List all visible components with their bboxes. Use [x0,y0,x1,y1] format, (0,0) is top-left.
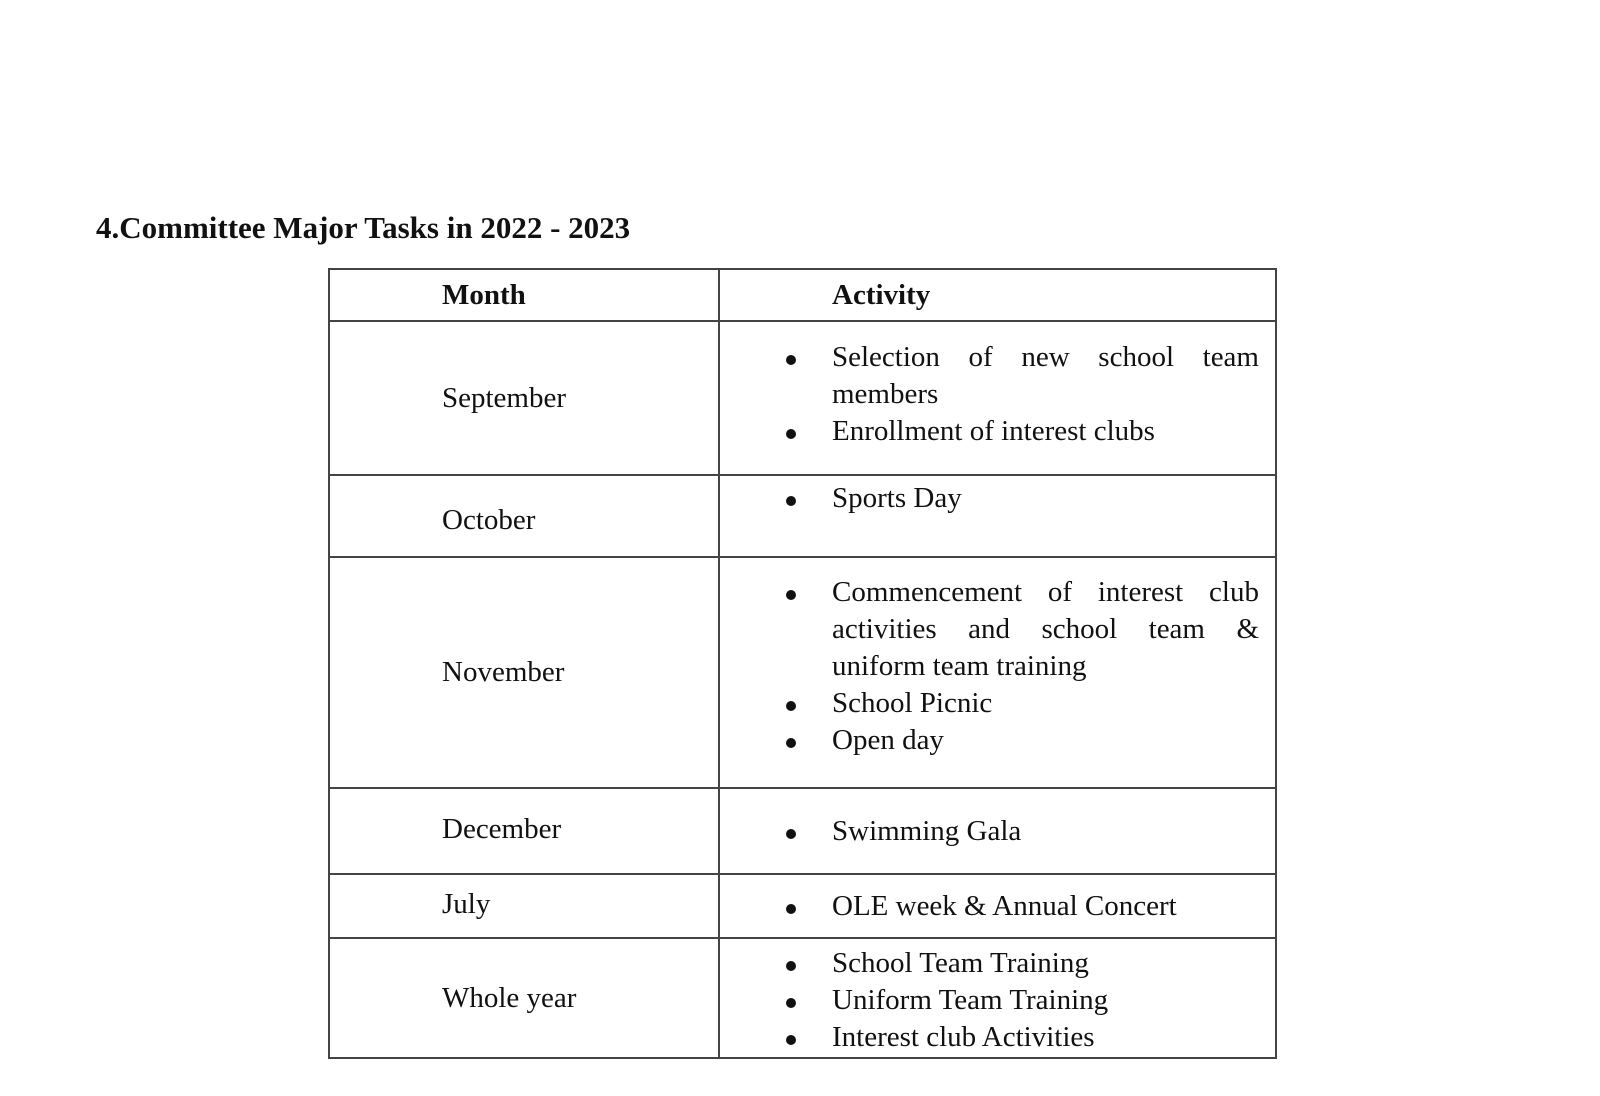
activity-list [720,339,1275,450]
activity-column-header: Activity [719,269,1276,321]
list-item: Commencement of interest club activities and school team & uniform team training [832,574,1259,685]
list-item: School Team Training [832,945,1259,982]
month-cell: October [329,475,719,557]
list-item: Sports Day [832,480,1259,517]
list-item: OLE week & Annual Concert [832,888,1259,925]
activity-cell [719,938,1276,1058]
activity-list [720,888,1275,925]
month-cell: December [329,788,719,874]
list-item: Interest club Activities [832,1019,1259,1056]
table-row [329,788,1276,874]
table-row [329,321,1276,475]
month-column-header: Month [329,269,719,321]
list-item: Open day [832,722,1259,759]
activity-cell [719,475,1276,557]
header-row [329,269,1276,321]
list-item: Enrollment of interest clubs [832,413,1259,450]
list-item: Selection of new school team members [832,339,1259,413]
activity-list [720,945,1275,1056]
activity-cell [719,788,1276,874]
month-cell: November [329,557,719,788]
activity-list [720,813,1275,850]
activity-list [720,574,1275,759]
section-heading: 4.Committee Major Tasks in 2022 - 2023 [96,210,631,245]
list-item: Swimming Gala [832,813,1259,850]
list-item: Uniform Team Training [832,982,1259,1019]
tasks-table [328,268,1277,1059]
table-row [329,475,1276,557]
activity-cell [719,557,1276,788]
month-cell: September [329,321,719,475]
table-row [329,874,1276,938]
month-cell: July [329,874,719,938]
activity-list [720,480,1275,517]
table-row [329,557,1276,788]
month-cell: Whole year [329,938,719,1058]
activity-cell [719,321,1276,475]
list-item: School Picnic [832,685,1259,722]
table-row [329,938,1276,1058]
activity-cell [719,874,1276,938]
